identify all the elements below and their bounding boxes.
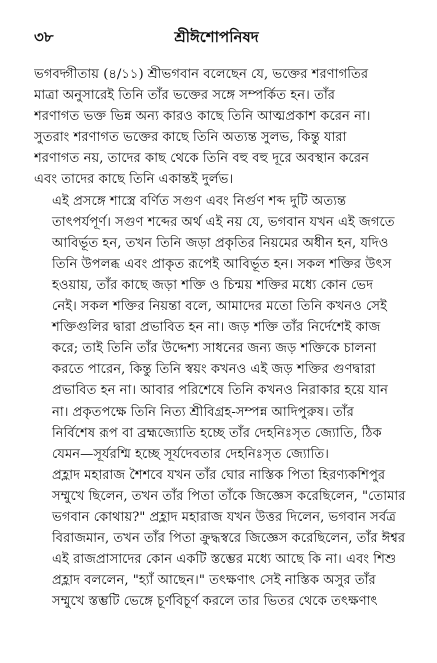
text-line: এই প্রসঙ্গে শাস্ত্রে বর্ণিত সগুণ এবং নির্গুণ শব্দ দুটি অত্যন্ত (52, 193, 347, 209)
text-line: করে; তাই তিনি তাঁর উদ্দেশ্য সাধনের জন্য জড় শক্তিকে চালনা (52, 341, 377, 357)
text-line: ভগবান কোথায়?" প্রহ্লাদ মহারাজ যখন উত্তর দিলেন, ভগবান সর্বত্র (52, 509, 396, 525)
text-line: সম্মুখে স্তম্ভটি ভেঙ্গে চূর্ণবিচূর্ণ করলে তার ভিতর থেকে তৎক্ষণাৎ (52, 594, 378, 610)
text-line: না। প্রকৃতপক্ষে তিনি নিত্য শ্রীবিগ্রহ-সম্পন্ন আদিপুরুষ। তাঁর (52, 404, 354, 420)
text-line: যেমন—সূর্যরশ্মি হচ্ছে সূর্যদেবতার দেহনিঃসৃত জ্যোতি। (52, 446, 329, 462)
text-line: আবির্ভূত হন, তখন তিনি জড়া প্রকৃতির নিয়মের অধীন হন, যদিও (52, 235, 389, 251)
text-line: নেই। সকল শক্তির নিয়ন্তা বলে, আমাদের মতো তিনি কখনও সেই (52, 299, 387, 315)
text-line: সুতরাং শরণাগত ভক্তের কাছে তিনি অত্যন্ত সুলভ, কিন্তু যারা (34, 130, 347, 146)
text-line: শক্তিগুলির দ্বারা প্রভাবিত হন না। জড় শক্তি তাঁর নির্দেশেই কাজ (52, 320, 381, 336)
paragraph (34, 64, 407, 191)
text-line: প্রহ্লাদ বললেন, "হ্যাঁ আছেন।" তৎক্ষণাৎ সেই নাস্তিক অসুর তাঁর (52, 573, 376, 589)
text-line: তাৎপর্যপূর্ণ। সগুণ শব্দের অর্থ এই নয় যে, ভগবান যখন এই জগতে (52, 214, 395, 230)
text-line: প্রহ্লাদ মহারাজ শৈশবে যখন তাঁর ঘোর নাস্তিক পিতা হিরণ্যকশিপুর (52, 467, 386, 483)
text-line: মাত্রা অনুসারেই তিনি তাঁর ভক্তের সঙ্গে সম্পর্কিত হন। তাঁর (34, 88, 336, 104)
text-line: নির্বিশেষ রূপ বা ব্রহ্মজ্যোতি হচ্ছে তাঁর দেহনিঃসৃত জ্যোতি, ঠিক (52, 425, 382, 441)
page-number: ৩৮ (34, 28, 54, 46)
text-line: সম্মুখে ছিলেন, তখন তাঁর পিতা তাঁকে জিজ্ঞেস করেছিলেন, "তোমার (52, 488, 406, 504)
running-title: শ্রীঈশোপনিষদ (174, 28, 259, 46)
text-line: প্রভাবিত হন না। আবার পরিশেষে তিনি কখনও নিরাকার হয়ে যান (52, 383, 388, 399)
paragraph (34, 191, 407, 465)
text-line: তিনি উপলব্ধ এবং প্রাকৃত রূপেই আবির্ভূত হন। সকল শক্তির উৎস (52, 256, 392, 272)
body-text (34, 64, 407, 612)
text-line: হওয়ায়, তাঁর কাছে জড়া শক্তি ও চিন্ময় শক্তির মধ্যে কোন ভেদ (52, 277, 374, 293)
text-line: শরণাগত ভক্ত ভিন্ন অন্য কারও কাছে তিনি আত্মপ্রকাশ করেন না। (34, 109, 371, 125)
paragraph (34, 465, 407, 613)
text-line: করতে পারেন, কিন্তু তিনি স্বয়ং কখনও এই জড় শক্তির গুণদ্বারা (52, 362, 376, 378)
text-line: শরণাগত নয়, তাদের কাছ থেকে তিনি বহু বহু দূরে অবস্থান করেন (34, 151, 369, 167)
text-line: এবং তাদের কাছে তিনি একান্তই দুর্লভ। (34, 172, 234, 188)
text-line: ভগবদ্গীতায় (৪/১১) শ্রীভগবান বলেছেন যে, ভক্তের শরণাগতির (34, 67, 369, 82)
text-line: বিরাজমান, তখন তাঁর পিতা ক্রুদ্ধস্বরে জিজ্ঞেস করেছিলেন, তাঁর ঈশ্বর (52, 531, 406, 547)
page-header (34, 26, 399, 48)
text-line: এই রাজপ্রাসাদের কোন একটি স্তম্ভের মধ্যে আছে কি না। এবং শিশু (52, 552, 397, 568)
